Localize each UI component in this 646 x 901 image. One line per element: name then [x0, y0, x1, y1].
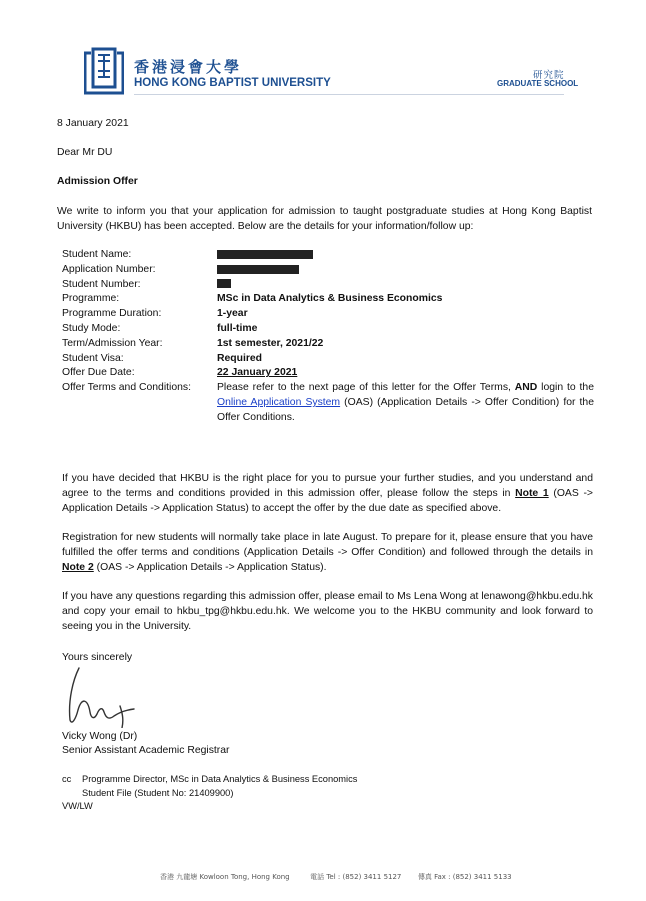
detail-label: Student Name: [62, 249, 132, 260]
detail-label: Programme: [62, 293, 120, 305]
offer-terms-text: login to the [537, 382, 594, 394]
cc-line: Programme Director, MSc in Data Analytics & Business Economics [82, 774, 358, 784]
detail-value: 22 January 2021 [217, 367, 298, 379]
detail-label: Offer Terms and Conditions: [62, 382, 191, 394]
closing: Yours sincerely [62, 652, 133, 663]
detail-row-offer-terms [62, 381, 594, 425]
letter-subject: Admission Offer [57, 176, 138, 187]
detail-row-student-visa [62, 352, 594, 367]
detail-row-student-name [62, 248, 594, 263]
note-2-reference: Note 2 [62, 561, 94, 573]
school-chinese-name: 研究院 [533, 70, 565, 81]
detail-value: 1st semester, 2021/22 [217, 337, 324, 349]
detail-label: Offer Due Date: [62, 367, 135, 379]
handwritten-signature-icon [64, 666, 144, 728]
detail-label: Application Number: [62, 263, 156, 275]
detail-row-duration [62, 307, 594, 322]
cc-row [62, 787, 357, 801]
questions-paragraph: If you have any questions regarding this admission offer, please email to Ms Lena Wong at lenawong@hkbu.edu.hk and copy your email to hkbu_tpg@hkbu.edu.hk. We welcome you to the HKBU community and look forward to seeing you in the University. [62, 591, 593, 632]
detail-label: Programme Duration: [62, 308, 162, 320]
details-table [62, 248, 594, 426]
registration-paragraph [62, 531, 593, 575]
offer-terms-text: (OAS) (Application Details -> Offer Condition) for the Offer Conditions. [217, 396, 594, 423]
cc-line: Student File (Student No: 21409900) [82, 787, 234, 798]
detail-row-application-number [62, 263, 594, 278]
header-divider [134, 94, 564, 95]
detail-label: Term/Admission Year: [62, 337, 163, 349]
detail-value: full-time [217, 322, 258, 334]
detail-value-redacted [217, 278, 594, 293]
salutation: Dear Mr DU [57, 147, 113, 158]
intro-paragraph: We write to inform you that your application for admission to taught postgraduate studies at Hong Kong Baptist University (HKBU) has been accepted. Below are the details for your information/follow up: [57, 206, 592, 232]
cc-row [62, 773, 357, 787]
detail-row-programme [62, 292, 594, 307]
detail-value: 1-year [217, 308, 248, 320]
offer-terms-text: Please refer to the next page of this letter for the Offer Terms, [217, 382, 515, 394]
signature [64, 666, 144, 728]
detail-label: Student Number: [62, 278, 141, 290]
initials: VW/LW [62, 801, 93, 811]
online-application-system-link[interactable]: Online Application System [217, 396, 341, 408]
cc-label: cc [62, 774, 72, 784]
cc-block [62, 773, 357, 814]
university-logo [84, 47, 124, 95]
note-1-reference: Note 1 [515, 487, 549, 499]
detail-value: Required [217, 352, 263, 364]
paragraph-text: (OAS -> Application Details -> Application Status) to accept the offer by the due date as specified above. [62, 487, 593, 514]
footer-address: 香港 九龍塘 Kowloon Tong, Hong Kong [160, 873, 290, 881]
detail-row-due-date [62, 366, 594, 381]
footer [160, 872, 512, 882]
accept-offer-paragraph [62, 472, 593, 516]
detail-row-student-number [62, 278, 594, 293]
detail-row-study-mode [62, 322, 594, 337]
detail-label: Student Visa: [62, 352, 124, 364]
offer-terms-value [217, 381, 594, 425]
letter-date: 8 January 2021 [57, 118, 129, 129]
detail-value-redacted [217, 248, 594, 263]
signer-name: Vicky Wong (Dr) [62, 731, 138, 742]
detail-label: Study Mode: [62, 322, 121, 334]
footer-fax: 傳真 Fax : (852) 3411 5133 [417, 873, 512, 881]
paragraph-text: Registration for new students will normally take place in late August. To prepare for it, please ensure that you have fulfilled the offer terms and conditions (Application Details -> Offer Condition) and followed through the details in [62, 532, 593, 558]
detail-value: MSc in Data Analytics & Business Economics [217, 293, 443, 305]
university-english-name: HONG KONG BAPTIST UNIVERSITY [134, 77, 331, 89]
detail-value-redacted [217, 263, 594, 278]
footer-tel: 電話 Tel : (852) 3411 5127 [310, 873, 402, 881]
signer-title: Senior Assistant Academic Registrar [62, 745, 230, 756]
paragraph-text: If you have decided that HKBU is the right place for you to pursue your further studies, and you understand and agree to the terms and conditions provided in this admission offer, please follow the steps in [62, 473, 593, 499]
university-chinese-name: 香港浸會大學 [134, 58, 243, 76]
hkbu-logo-icon [84, 47, 124, 95]
school-english-name: GRADUATE SCHOOL [497, 79, 579, 88]
paragraph-text: (OAS -> Application Details -> Application Status). [93, 561, 327, 573]
offer-terms-and: AND [514, 382, 538, 394]
detail-row-admission-year [62, 337, 594, 352]
